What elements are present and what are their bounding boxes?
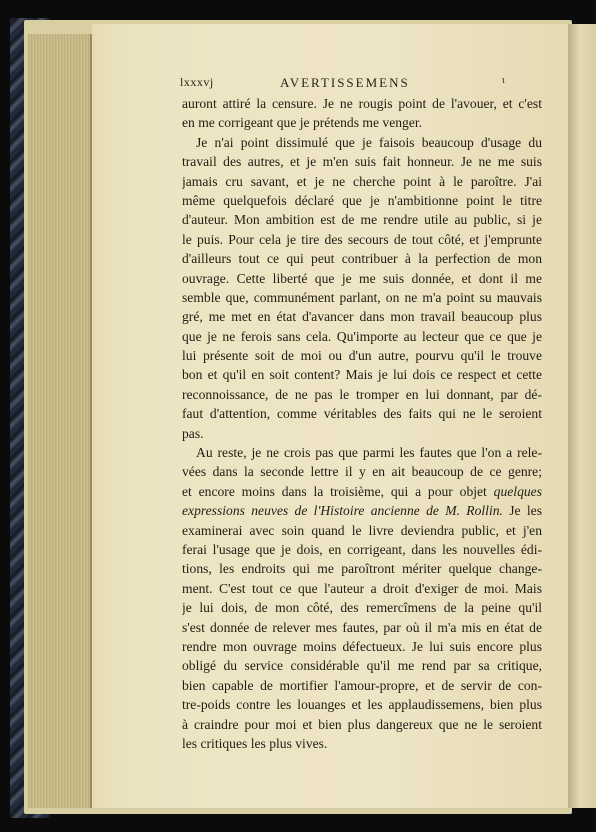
facing-page-edge: [568, 24, 596, 808]
text-line: bon et qu'il en soit content? Mais je lui dois ce respect et cette: [182, 367, 542, 383]
text-line: même quelquefois déclaré que je n'ambitionne point le titre: [182, 192, 542, 208]
text-line: rendre mon ouvrage moins défectueux. Je lui suis encore plus: [182, 638, 542, 654]
text-line: tre-poids contre les louanges et les applaudissemens, bien plus: [182, 697, 542, 713]
text-line: semble que, communément parlant, on ne m'a point su mauvais: [182, 289, 542, 305]
text-line: ouvrage. Cette liberté que je me suis donnée, et dont il me: [182, 270, 542, 286]
text-line: vées dans la seconde lettre il y en ait beaucoup de ce genre;: [182, 464, 542, 480]
text-line: d'ailleurs tout ce qui peut contribuer à la perfection de mon: [182, 251, 542, 267]
text-line: s'est donnée de relever mes fautes, par où il m'a mis en état de: [182, 619, 542, 635]
text-line: jamais cru savant, et je ne cherche point à le paroître. J'ai: [182, 173, 542, 189]
text-line: Au reste, je ne crois pas que parmi les fautes que l'on a rele-: [196, 445, 542, 461]
text-line: à craindre pour moi et bien plus dangereux que ne le seroient: [182, 716, 542, 732]
text-line: Je n'ai point dissimulé que je faisois beaucoup d'usage du: [196, 134, 542, 150]
text-line: ferai l'usage que je dois, en corrigeant, dans les nouvelles édi-: [182, 541, 542, 557]
text-line: d'auteur. Mon ambition est de me rendre utile au public, si je: [182, 212, 542, 228]
text-segment: Je les: [509, 503, 542, 519]
running-title: AVERTISSEMENS: [280, 75, 410, 90]
text-line: les critiques les plus vives.: [182, 735, 328, 751]
text-line: en me corrigeant que je prétends me venger.: [182, 115, 423, 131]
page-stack-edge: [28, 34, 92, 808]
text-line: examinerai avec soin quand le livre deviendra public, et j'en: [182, 522, 542, 538]
text-line: faut d'attention, comme véritables des faits qui ne le seroient: [182, 406, 542, 422]
italic-text: quelques: [493, 483, 542, 499]
text-segment: et encore moins dans la troisième, qui a pour objet: [182, 483, 487, 499]
text-line: ment. C'est tout ce que l'auteur a droit d'exiger de moi. Mais: [182, 580, 542, 596]
text-line: pas.: [182, 425, 204, 441]
text-line: lui présente soit de moi ou d'un autre, pourvu qu'il le trouve: [182, 348, 542, 364]
text-line: travail des autres, et je m'en suis fait honneur. Je ne me suis: [182, 154, 542, 170]
text-line: auront attiré la censure. Je ne rougis point de l'avouer, et c'est: [182, 96, 542, 111]
italic-text: expressions neuves de l'Histoire ancienne de M. Rollin.: [182, 503, 503, 519]
text-line: que je ne ferois sans cela. Qu'importe au lecteur que ce que je: [182, 328, 542, 344]
page-number: lxxxvj: [180, 75, 214, 89]
body-text: [182, 94, 542, 753]
text-line: reconnoissance, de ne pas le tromper en lui donnant, par dé-: [182, 386, 542, 402]
text-line: obligé du service considérable qu'il me rend par sa critique,: [182, 658, 542, 674]
text-line: [182, 501, 542, 520]
text-line: le puis. Pour cela je tire des secours de tout côté, et j'emprunte: [182, 231, 542, 247]
running-header: [180, 75, 550, 91]
text-line: tions, les endroits qui me paroîtront mériter quelque change-: [182, 561, 542, 577]
text-line: gré, me met en état d'avancer dans mon travail beaucoup plus: [182, 309, 542, 325]
corner-mark: ɩ: [502, 75, 505, 86]
text-line: bien capable de mortifier l'amour-propre, et de servir de con-: [182, 677, 542, 693]
text-line: [182, 482, 542, 501]
text-line: je lui dois, de mon côté, des remercîmens de la peine qu'il: [182, 600, 542, 616]
